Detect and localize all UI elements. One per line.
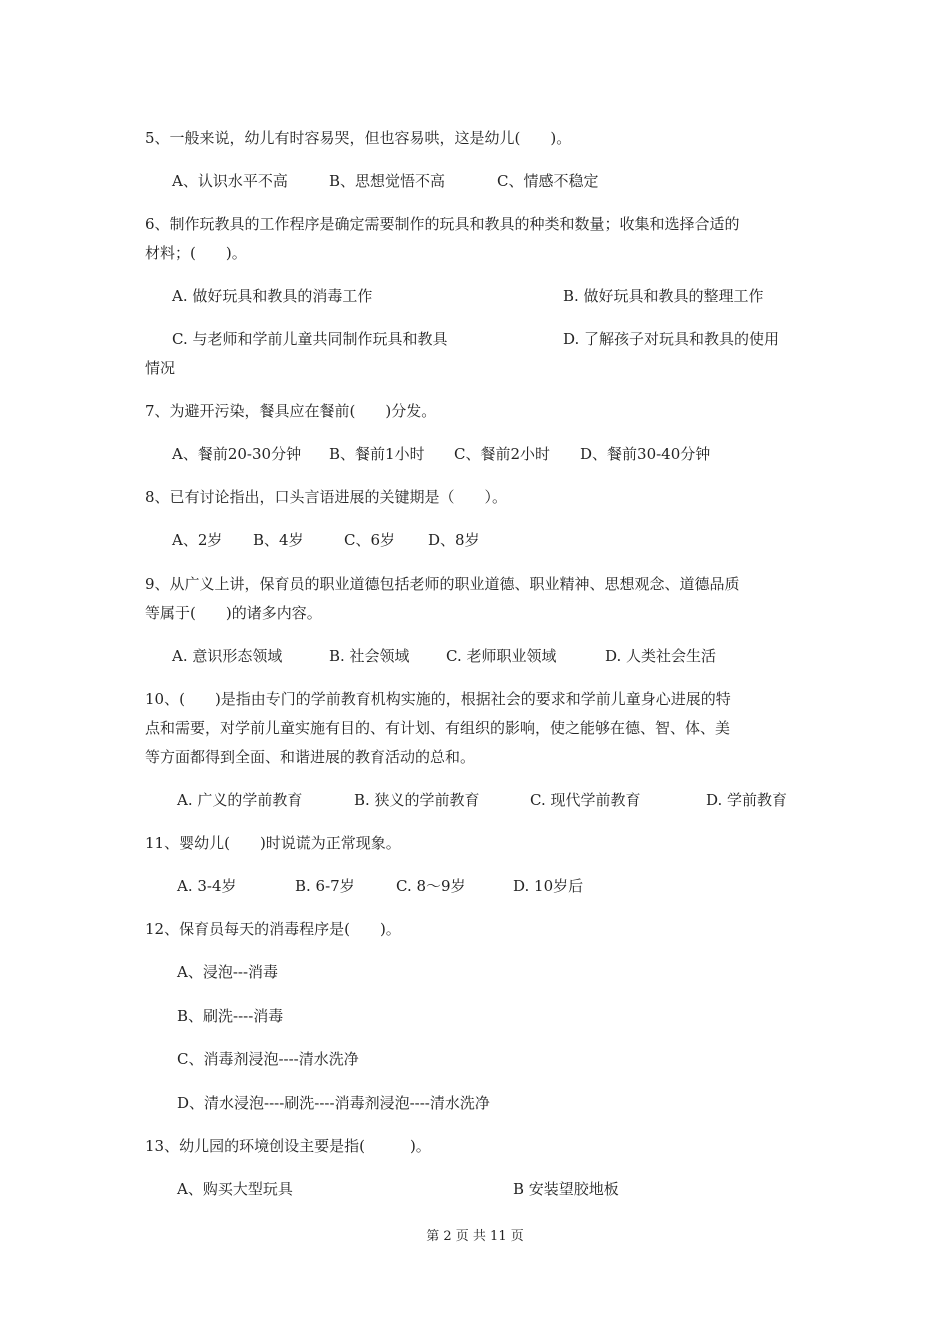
question-5-option-a: A、认识水平不高 [172, 172, 288, 190]
question-13-stem: 13、幼儿园的环境创设主要是指( )。 [145, 1137, 431, 1155]
question-7-option-d: D、餐前30-40分钟 [580, 445, 711, 463]
question-6-stem-line-1: 6、制作玩教具的工作程序是确定需要制作的玩具和教具的种类和数量；收集和选择合适的 [145, 215, 740, 233]
question-7-option-b: B、餐前1小时 [329, 445, 425, 463]
question-9-stem-line-2: 等属于( )的诸多内容。 [145, 604, 322, 622]
page-number-footer: 第 2 页 共 11 页 [426, 1229, 524, 1244]
question-10-stem-line-1: 10、( )是指由专门的学前教育机构实施的，根据社会的要求和学前儿童身心进展的特 [145, 690, 731, 708]
question-13-option-b: B 安装望胶地板 [513, 1180, 619, 1198]
question-11-option-c: C. 8～9岁 [396, 877, 466, 895]
question-13-option-a: A、购买大型玩具 [177, 1180, 293, 1198]
question-10-option-d: D. 学前教育 [706, 791, 788, 809]
question-10-option-b: B. 狭义的学前教育 [354, 791, 480, 809]
question-9-option-d: D. 人类社会生活 [605, 647, 717, 665]
question-9-option-b: B. 社会领域 [329, 647, 410, 665]
question-5-option-c: C、情感不稳定 [497, 172, 599, 190]
question-10-option-a: A. 广义的学前教育 [177, 791, 303, 809]
question-6-option-b: B. 做好玩具和教具的整理工作 [563, 287, 764, 305]
question-7-stem: 7、为避开污染，餐具应在餐前( )分发。 [145, 402, 437, 420]
question-12-stem: 12、保育员每天的消毒程序是( )。 [145, 920, 401, 938]
question-12-option-d: D、清水浸泡----刷洗----消毒剂浸泡----清水洗净 [177, 1094, 490, 1112]
question-8-stem: 8、已有讨论指出，口头言语进展的关键期是（ ）。 [145, 488, 508, 506]
question-8-option-c: C、6岁 [344, 531, 396, 549]
question-12-option-b: B、刷洗----消毒 [177, 1007, 284, 1025]
question-11-option-a: A. 3-4岁 [177, 877, 237, 895]
question-8-option-b: B、4岁 [253, 531, 304, 549]
question-11-option-d: D. 10岁后 [513, 877, 584, 895]
question-10-stem-line-2: 点和需要，对学前儿童实施有目的、有计划、有组织的影响，使之能够在德、智、体、美 [145, 719, 731, 737]
question-5-stem: 5、一般来说，幼儿有时容易哭，但也容易哄，这是幼儿( )。 [145, 129, 572, 147]
question-11-option-b: B. 6-7岁 [295, 877, 355, 895]
question-5-option-b: B、思想觉悟不高 [329, 172, 446, 190]
question-9-stem-line-1: 9、从广义上讲，保育员的职业道德包括老师的职业道德、职业精神、思想观念、道德品质 [145, 575, 740, 593]
question-8-option-d: D、8岁 [428, 531, 480, 549]
question-9-option-c: C. 老师职业领域 [446, 647, 557, 665]
question-6-option-d-continuation: 情况 [145, 359, 176, 377]
question-7-option-a: A、餐前20-30分钟 [172, 445, 302, 463]
question-12-option-c: C、消毒剂浸泡----清水洗净 [177, 1050, 359, 1068]
question-12-option-a: A、浸泡---消毒 [177, 963, 279, 981]
question-9-option-a: A. 意识形态领域 [172, 647, 283, 665]
question-6-option-c: C. 与老师和学前儿童共同制作玩具和教具 [172, 330, 448, 348]
question-6-option-a: A. 做好玩具和教具的消毒工作 [172, 287, 373, 305]
question-11-stem: 11、婴幼儿( )时说谎为正常现象。 [145, 834, 401, 852]
question-6-stem-line-2: 材料；( )。 [145, 244, 247, 262]
question-10-option-c: C. 现代学前教育 [530, 791, 641, 809]
question-7-option-c: C、餐前2小时 [454, 445, 551, 463]
question-8-option-a: A、2岁 [172, 531, 223, 549]
question-6-option-d: D. 了解孩子对玩具和教具的使用 [563, 330, 780, 348]
question-10-stem-line-3: 等方面都得到全面、和谐进展的教育活动的总和。 [145, 748, 476, 766]
